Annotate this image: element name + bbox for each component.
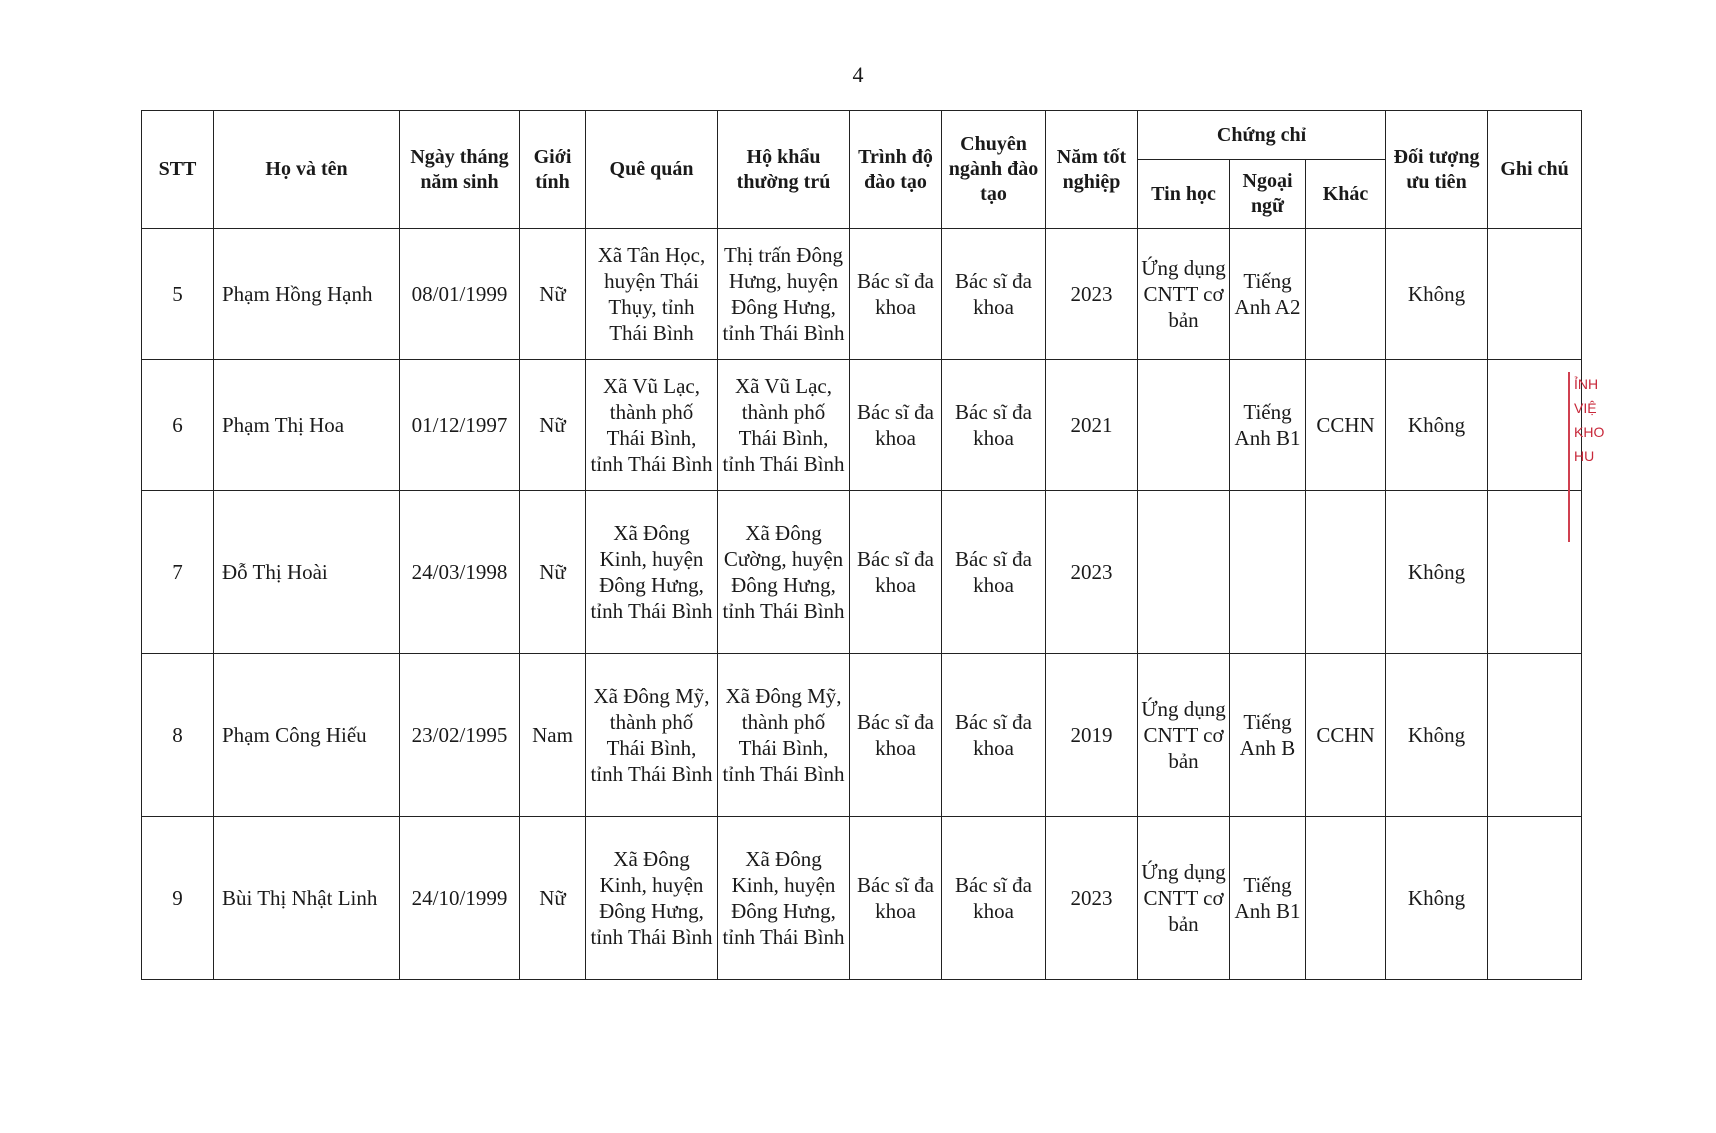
cell-language: Tiếng Anh B: [1230, 654, 1306, 817]
cell-language: [1230, 491, 1306, 654]
cell-residence: Xã Đông Mỹ, thành phố Thái Bình, tỉnh Thái Bình: [718, 654, 850, 817]
cell-language: Tiếng Anh A2: [1230, 229, 1306, 360]
cell-note: [1488, 817, 1582, 980]
cell-residence: Xã Đông Kinh, huyện Đông Hưng, tỉnh Thái Bình: [718, 817, 850, 980]
table-row: [142, 229, 1582, 360]
cell-stt: 6: [142, 360, 214, 491]
cell-major: Bác sĩ đa khoa: [942, 229, 1046, 360]
cell-dob: 01/12/1997: [400, 360, 520, 491]
stamp-text-line: KHO: [1574, 424, 1605, 440]
cell-residence: Thị trấn Đông Hưng, huyện Đông Hưng, tỉnh Thái Bình: [718, 229, 850, 360]
cell-grad-year: 2019: [1046, 654, 1138, 817]
page-number: 4: [852, 62, 864, 87]
header-major: Chuyên ngành đào tạo: [942, 111, 1046, 229]
cell-other: [1306, 229, 1386, 360]
candidate-table: [141, 110, 1582, 980]
table-row: [142, 654, 1582, 817]
cell-gender: Nữ: [520, 229, 586, 360]
official-stamp-fragment: [1568, 372, 1614, 542]
cell-grad-year: 2023: [1046, 491, 1138, 654]
cell-stt: 7: [142, 491, 214, 654]
cell-hometown: Xã Đông Kinh, huyện Đông Hưng, tỉnh Thái Bình: [586, 491, 718, 654]
header-residence: Hộ khẩu thường trú: [718, 111, 850, 229]
header-certificates: Chứng chỉ: [1138, 111, 1386, 160]
stamp-text-line: HU: [1574, 448, 1595, 464]
cell-priority: Không: [1386, 817, 1488, 980]
cell-grad-year: 2021: [1046, 360, 1138, 491]
cell-stt: 8: [142, 654, 214, 817]
stamp-text-line: ỈNH: [1574, 376, 1599, 392]
cell-major: Bác sĩ đa khoa: [942, 491, 1046, 654]
cell-it: Ứng dụng CNTT cơ bản: [1138, 817, 1230, 980]
cell-education: Bác sĩ đa khoa: [850, 817, 942, 980]
cell-other: [1306, 491, 1386, 654]
header-grad-year: Năm tốt nghiệp: [1046, 111, 1138, 229]
cell-name: Phạm Công Hiếu: [214, 654, 400, 817]
header-gender: Giới tính: [520, 111, 586, 229]
cell-language: Tiếng Anh B1: [1230, 360, 1306, 491]
cell-priority: Không: [1386, 360, 1488, 491]
cell-name: Đỗ Thị Hoài: [214, 491, 400, 654]
cell-grad-year: 2023: [1046, 229, 1138, 360]
cell-gender: Nữ: [520, 491, 586, 654]
header-name: Họ và tên: [214, 111, 400, 229]
cell-dob: 24/10/1999: [400, 817, 520, 980]
stamp-text-line: VIỆ: [1574, 400, 1597, 416]
cell-other: [1306, 817, 1386, 980]
cell-it: [1138, 491, 1230, 654]
header-priority: Đối tượng ưu tiên: [1386, 111, 1488, 229]
cell-major: Bác sĩ đa khoa: [942, 817, 1046, 980]
header-it: Tin học: [1138, 160, 1230, 229]
cell-it: [1138, 360, 1230, 491]
cell-stt: 9: [142, 817, 214, 980]
cell-name: Bùi Thị Nhật Linh: [214, 817, 400, 980]
cell-hometown: Xã Vũ Lạc, thành phố Thái Bình, tỉnh Thái Bình: [586, 360, 718, 491]
header-language: Ngoại ngữ: [1230, 160, 1306, 229]
cell-priority: Không: [1386, 491, 1488, 654]
header-other: Khác: [1306, 160, 1386, 229]
cell-language: Tiếng Anh B1: [1230, 817, 1306, 980]
table-row: [142, 360, 1582, 491]
cell-residence: Xã Đông Cường, huyện Đông Hưng, tỉnh Thái Bình: [718, 491, 850, 654]
cell-gender: Nữ: [520, 817, 586, 980]
cell-education: Bác sĩ đa khoa: [850, 654, 942, 817]
cell-gender: Nam: [520, 654, 586, 817]
cell-name: Phạm Hồng Hạnh: [214, 229, 400, 360]
cell-stt: 5: [142, 229, 214, 360]
cell-hometown: Xã Đông Mỹ, thành phố Thái Bình, tỉnh Thái Bình: [586, 654, 718, 817]
cell-grad-year: 2023: [1046, 817, 1138, 980]
header-stt: STT: [142, 111, 214, 229]
header-education: Trình độ đào tạo: [850, 111, 942, 229]
header-dob: Ngày tháng năm sinh: [400, 111, 520, 229]
header-row-1: [142, 111, 1582, 160]
cell-it: Ứng dụng CNTT cơ bản: [1138, 654, 1230, 817]
cell-hometown: Xã Tân Học, huyện Thái Thụy, tỉnh Thái Bình: [586, 229, 718, 360]
cell-residence: Xã Vũ Lạc, thành phố Thái Bình, tỉnh Thái Bình: [718, 360, 850, 491]
cell-major: Bác sĩ đa khoa: [942, 360, 1046, 491]
cell-education: Bác sĩ đa khoa: [850, 229, 942, 360]
cell-major: Bác sĩ đa khoa: [942, 654, 1046, 817]
cell-dob: 23/02/1995: [400, 654, 520, 817]
cell-education: Bác sĩ đa khoa: [850, 491, 942, 654]
cell-priority: Không: [1386, 654, 1488, 817]
header-note: Ghi chú: [1488, 111, 1582, 229]
cell-note: [1488, 229, 1582, 360]
cell-other: CCHN: [1306, 360, 1386, 491]
cell-name: Phạm Thị Hoa: [214, 360, 400, 491]
candidate-table-wrapper: [141, 110, 1582, 980]
cell-other: CCHN: [1306, 654, 1386, 817]
cell-dob: 08/01/1999: [400, 229, 520, 360]
cell-it: Ứng dụng CNTT cơ bản: [1138, 229, 1230, 360]
cell-dob: 24/03/1998: [400, 491, 520, 654]
cell-education: Bác sĩ đa khoa: [850, 360, 942, 491]
table-row: [142, 817, 1582, 980]
table-row: [142, 491, 1582, 654]
cell-hometown: Xã Đông Kinh, huyện Đông Hưng, tỉnh Thái Bình: [586, 817, 718, 980]
cell-priority: Không: [1386, 229, 1488, 360]
cell-gender: Nữ: [520, 360, 586, 491]
header-hometown: Quê quán: [586, 111, 718, 229]
cell-note: [1488, 654, 1582, 817]
